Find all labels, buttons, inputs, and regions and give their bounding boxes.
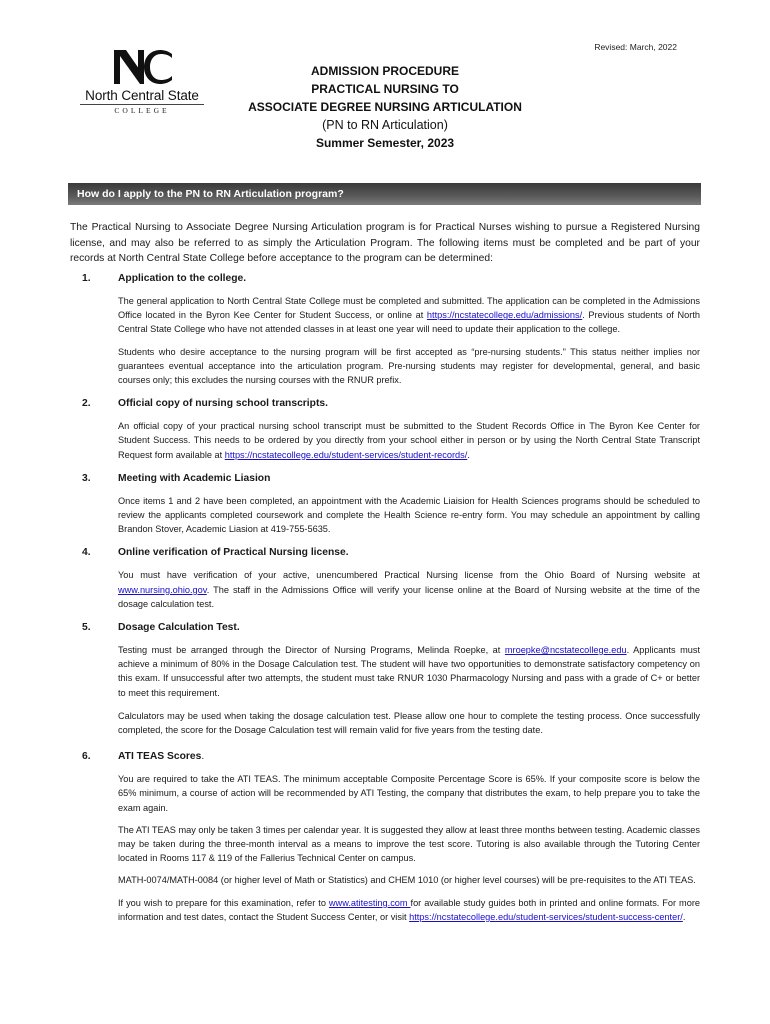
item-number: 5. [82,622,91,634]
paragraph-text: . Previous students of North Central State College who have not attended classes in at least one year will need to update their application to the college. [118,310,700,335]
item-number: 4. [82,547,91,559]
email-link[interactable]: mroepke@ncstatecollege.edu [504,645,627,656]
item-paragraph: Once items 1 and 2 have been completed, an appointment with the Academic Liaision for Health Sciences programs should be scheduled to review the applicants completed coursework and complete the Health Science re-entry form. You may schedule an appointment by calling Brandon Stover, Academic Liasion at 419-755-5635. [118,495,700,535]
paragraph-text: You must have verification of your active, unencumbered Practical Nursing license from the Ohio Board of Nursing website at [118,570,700,581]
item-heading: Dosage Calculation Test. [118,622,240,634]
paragraph-text: Testing must be arranged through the Director of Nursing Programs, Melinda Roepke, at [118,645,505,656]
nursing-board-link[interactable]: www.nursing.ohio.gov [118,584,207,595]
paragraph-text: An official copy of your practical nursing school transcript must be submitted to the Student Records Office in The Byron Kee Center for Student Success. This needs to be ordered by you directly from your school either in person or by using the North Central State Transcript Request form available at [118,421,700,460]
paragraph-text: . Applicants must achieve a minimum of 80% in the Dosage Calculation test. The student will have two opportunities to demonstrate satisfactory competency on this exam. If unsuccessful after two attempts, the student must take RNUR 1030 Pharmacology Nursing and pass with a grade of C+ or better to meet this requirement. [118,645,700,698]
paragraph-text: . The staff in the Admissions Office will verify your license online at the Board of Nursing website at the time of the dosage calculation test. [118,584,700,609]
document-title [200,62,570,152]
student-records-link[interactable]: https://ncstatecollege.edu/student-services/student-records/ [224,449,468,460]
title-line-3: ASSOCIATE DEGREE NURSING ARTICULATION [248,100,522,114]
paragraph-text: The general application to North Central State College must be completed and submitted. The application can be completed in the Admissions Office located in the Byron Kee Center for Student Success, or online at [118,296,700,321]
item-paragraph [118,896,700,924]
item-paragraph: Students who desire acceptance to the nursing program will be first accepted as “pre-nursing students.” This status neither implies nor guarantees eventual acceptance into the articulation program. Pre-nursing students may register for developmental, general, and basic courses only; this excludes the nursing courses with the RNUR prefix. [118,346,700,386]
admissions-link[interactable]: https://ncstatecollege.edu/admissions/ [426,310,583,321]
item-heading: Application to the college. [118,273,247,284]
item-paragraph: The ATI TEAS may only be taken 3 times per calendar year. It is suggested they allow at least three months between testing. Academic classes may be taken during the three-month interval as a means to improve the test score. Tutoring is also available through the Tutoring Center located in Rooms 117 & 119 of the Fallerius Technical Center on campus. [118,824,700,864]
paragraph-text: for available study guides both in printed and online formats. For more information and test dates, contact the Student Success Center, or visit [118,897,700,922]
revised-date: Revised: March, 2022 [594,42,677,52]
list-item [70,271,700,387]
item-heading: Meeting with Academic Liasion [118,472,271,484]
item-paragraph [118,643,700,700]
list-item [70,471,700,537]
section-banner: How do I apply to the PN to RN Articulation program? [68,183,701,205]
item-heading: Official copy of nursing school transcripts. [118,398,328,410]
requirements-list [70,271,700,924]
title-line-1: ADMISSION PROCEDURE [310,64,459,78]
paragraph-text: If you wish to prepare for this examination, refer to [118,897,329,908]
item-number: 3. [82,472,91,484]
heading-suffix: . [201,751,205,763]
item-paragraph: Calculators may be used when taking the dosage calculation test. Please allow one hour to complete the testing process. Once successfully completed, the score for the Dosage Calculation test will remain valid for five years from the testing date. [118,710,700,736]
list-item [70,545,700,611]
title-semester: Summer Semester, 2023 [315,136,455,150]
intro-paragraph: The Practical Nursing to Associate Degree Nursing Articulation program is for Practical Nurses wishing to pursue a Registered Nursing license, and may also be referred to as simply the Articulation Program. The following items must be completed and be part of your records at North Central State College before acceptance to the program can be determined: [70,222,700,264]
item-heading: Online verification of Practical Nursing license. [118,547,349,559]
list-item [70,396,700,462]
paragraph-text: . [467,449,470,460]
item-number: 1. [82,273,91,284]
item-number: 6. [82,751,91,763]
logo-divider [80,104,204,105]
atitesting-link[interactable]: www.atitesting.com [328,897,411,908]
title-line-2: PRACTICAL NURSING TO [311,82,459,96]
item-paragraph: You are required to take the ATI TEAS. The minimum acceptable Composite Percentage Score is 65%. If your composite score is below the 65% minimum, a course of action will be recommended by ATI Testing, the company that distributes the exam, to help prepare you to take the exam again. [118,774,700,813]
list-item [70,620,700,737]
list-item [70,749,700,924]
logo-college-label: COLLEGE [114,106,170,115]
item-heading: ATI TEAS Scores [118,751,202,763]
student-success-link[interactable]: https://ncstatecollege.edu/student-services/student-success-center/ [409,911,683,922]
college-logo [78,48,206,115]
item-paragraph [118,568,700,611]
item-paragraph [118,419,700,462]
paragraph-text: . [682,911,686,922]
item-paragraph: MATH-0074/MATH-0084 (or higher level of Math or Statistics) and CHEM 1010 (or higher level courses) will be pre-requisites to the ATI TEAS. [118,875,696,886]
title-subtitle: (PN to RN Articulation) [322,118,448,132]
logo-name: North Central State [85,88,199,103]
nc-monogram-logo [78,48,206,88]
item-number: 2. [82,398,91,410]
item-paragraph [118,294,700,337]
